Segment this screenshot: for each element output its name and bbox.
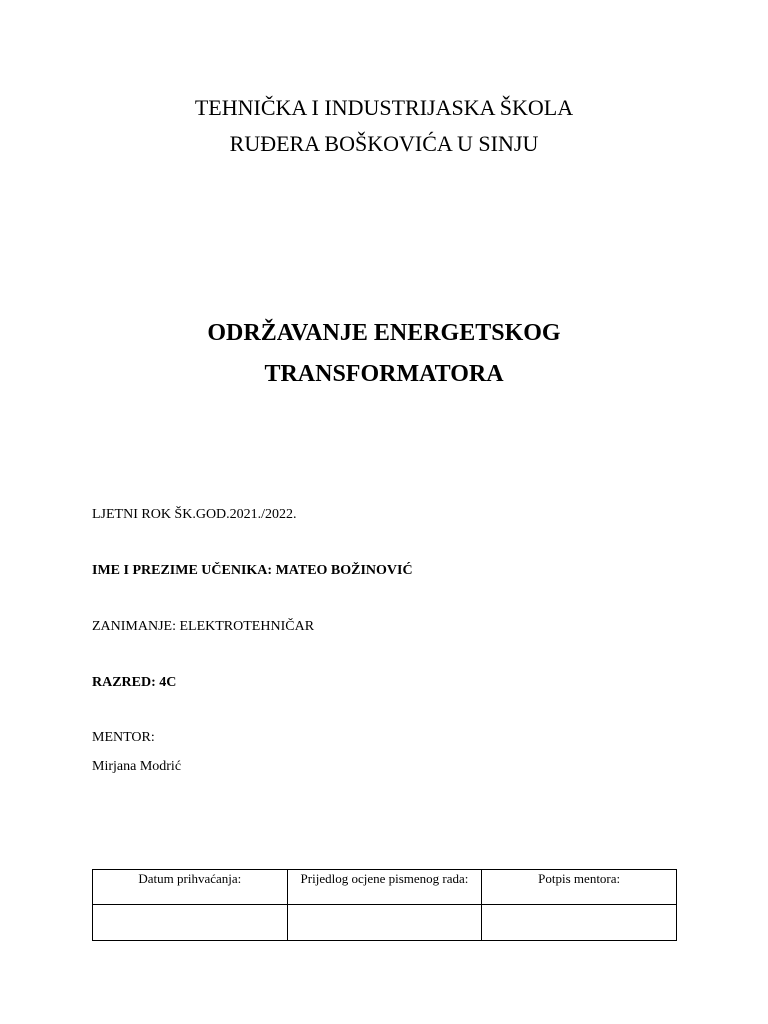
grade-proposal-cell: [287, 905, 482, 941]
occupation: ZANIMANJE: ELEKTROTEHNIČAR: [92, 619, 315, 634]
mentor-signature-header: Potpis mentora:: [482, 870, 677, 905]
table-header-row: [93, 870, 677, 905]
document-title-line-2: TRANSFORMATORA: [264, 361, 504, 387]
school-name-line-1: TEHNIČKA I INDUSTRIJASKA ŠKOLA: [194, 95, 574, 120]
class: RAZRED: 4C: [92, 675, 177, 690]
mentor-signature-cell: [482, 905, 677, 941]
table-row: [93, 905, 677, 941]
acceptance-date-cell: [93, 905, 288, 941]
evaluation-table: [92, 869, 677, 941]
exam-period: LJETNI ROK ŠK.GOD.2021./2022.: [92, 507, 297, 522]
mentor-name: Mirjana Modrić: [92, 759, 182, 774]
school-name-line-2: RUĐERA BOŠKOVIĆA U SINJU: [229, 131, 539, 156]
acceptance-date-header: Datum prihvaćanja:: [93, 870, 288, 905]
mentor-label: MENTOR:: [92, 730, 155, 745]
document-title-line-1: ODRŽAVANJE ENERGETSKOG: [207, 320, 561, 346]
grade-proposal-header: Prijedlog ocjene pismenog rada:: [287, 870, 482, 905]
student-name: IME I PREZIME UČENIKA: MATEO BOŽINOVIĆ: [92, 563, 413, 578]
